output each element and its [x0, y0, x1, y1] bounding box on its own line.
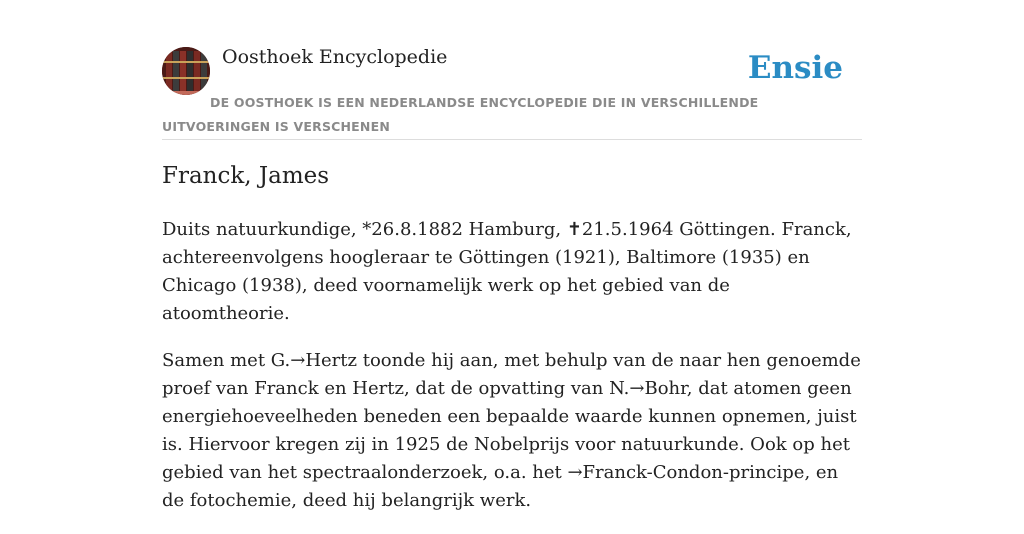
article-body	[162, 216, 862, 534]
source-avatar[interactable]	[162, 47, 210, 95]
article-paragraph: Duits natuurkundige, *26.8.1882 Hamburg, ✝21.5.1964 Göttingen. Franck, achtereenvolgens hoogleraar te Göttingen (1921), Baltimore (1935) en Chicago (1938), deed voornamelijk werk op het gebied van de atoomtheorie.	[162, 219, 852, 324]
header-divider	[162, 139, 862, 140]
article-title: Franck, James	[162, 163, 330, 189]
article-paragraph: Samen met G.→Hertz toonde hij aan, met behulp van de naar hen genoemde proef van Franck en Hertz, dat de opvatting van N.→Bohr, dat atomen geen energiehoeveelheden beneden een bepaalde waarde kunnen opnemen, juist is. Hiervoor kregen zij in 1925 de Nobelprijs voor natuurkunde. Ook op het gebied van het spectraalonderzoek, o.a. het →Franck-Condon-principe, en de fotochemie, deed hij belangrijk werk.	[162, 350, 861, 511]
encyclopedia-books-icon	[162, 47, 210, 95]
source-title[interactable]: Oosthoek Encyclopedie	[222, 46, 448, 68]
source-tagline: DE OOSTHOEK IS EEN NEDERLANDSE ENCYCLOPEDIE DIE IN VERSCHILLENDE UITVOERINGEN IS VERSCHENEN	[162, 95, 759, 134]
brand-logo[interactable]: Ensie	[747, 50, 843, 86]
